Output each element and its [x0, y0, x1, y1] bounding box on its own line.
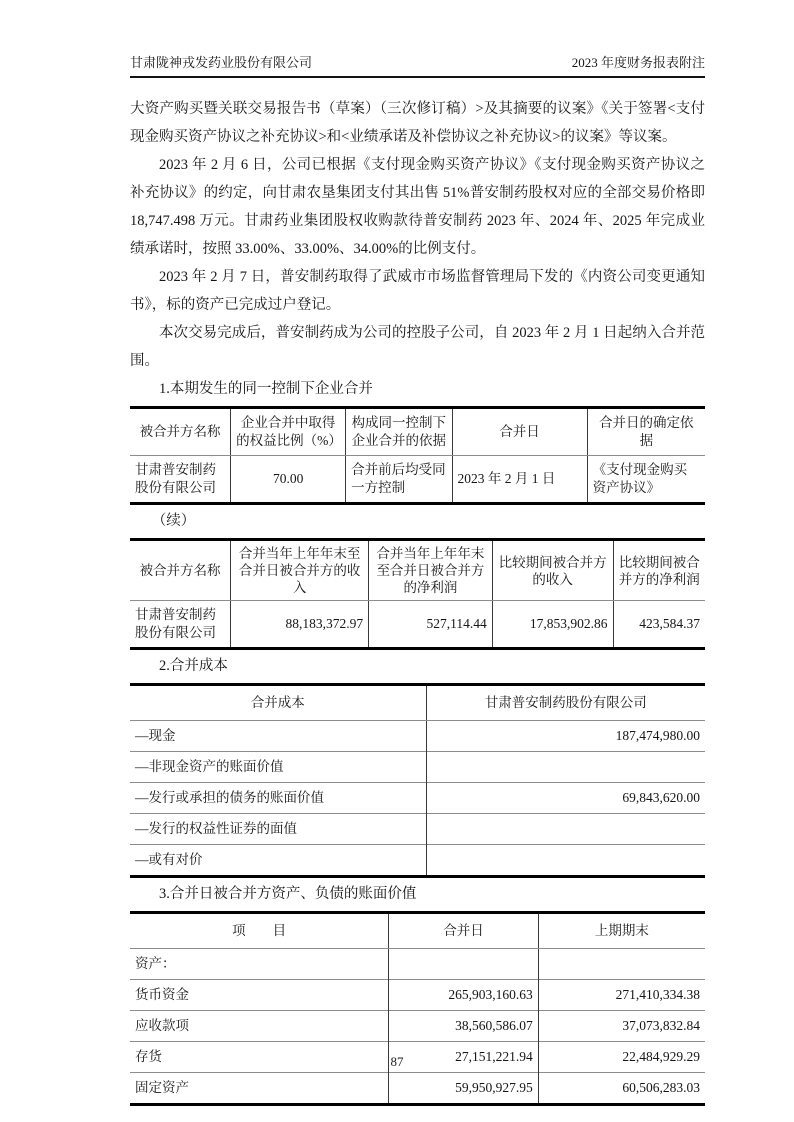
table-header-cell: 合并日: [389, 913, 539, 949]
assets-liabilities-book-value-table: [130, 911, 705, 1106]
section-2-heading: 2.合并成本: [159, 658, 228, 674]
paragraph-consolidation: 本次交易完成后，普安制药成为公司的控股子公司，自 2023 年 2 月 1 日起纳入合并范围。: [130, 325, 705, 369]
table-header-cell: 上期期末: [538, 913, 705, 949]
table-cell: 货币资金: [130, 980, 389, 1011]
table-header-cell: 合并当年上年年末至合并日被合并方的净利润: [369, 540, 493, 601]
table-cell: 271,410,334.38: [538, 980, 705, 1011]
table-header-cell: 构成同一控制下企业合并的依据: [346, 408, 452, 456]
table-row: [130, 1073, 705, 1105]
table-continued-label: （续）: [151, 513, 196, 529]
table-header-row: [130, 408, 705, 456]
table-cell: 265,903,160.63: [389, 980, 539, 1011]
table-cell: 69,843,620.00: [426, 783, 705, 814]
table-header-cell: 甘肃普安制药股份有限公司: [426, 685, 705, 721]
table-header-row: [130, 540, 705, 601]
table-header-cell: 企业合并中取得的权益比例（%）: [231, 408, 346, 456]
table-header-row: [130, 685, 705, 721]
document-body: [130, 95, 705, 1106]
table-cell: 88,183,372.97: [231, 601, 369, 649]
paragraph-payment: 2023 年 2 月 6 日，公司已根据《支付现金购买资产协议》《支付现金购买资产协议之补充协议》的约定，向甘肃农垦集团支付其出售 51%普安制药股权对应的全部交易价格即 18,747.498 万元。甘肃药业集团股权收购款待普安制药 2023 年、2024 年、2025 年完成业绩承诺时，按照 33.00%、33.00%、34.00%的比例支付。: [130, 157, 705, 257]
table-row: [130, 949, 705, 980]
table-header-cell: 比较期间被合并方的收入: [492, 540, 613, 601]
page-footer: [0, 1054, 794, 1070]
table-cell: [426, 752, 705, 783]
table-header-cell: 合并成本: [130, 685, 426, 721]
page-number: 87: [390, 1054, 404, 1069]
table-header-cell: 合并日: [452, 408, 587, 456]
table-cell: 17,853,902.86: [492, 601, 613, 649]
table-row: [130, 783, 705, 814]
section-1-heading: 1.本期发生的同一控制下企业合并: [159, 381, 373, 397]
table-cell: 资产：: [135, 956, 176, 971]
report-title: 2023 年度财务报表附注: [571, 55, 705, 70]
table-row: [130, 814, 705, 845]
table-row: [130, 456, 705, 504]
table-header-cell: 项 目: [130, 913, 389, 949]
table-row: [130, 980, 705, 1011]
merger-cost-table: [130, 683, 705, 878]
table-cell: 合并前后均受同一方控制: [346, 456, 452, 504]
table-cell: 甘肃普安制药股份有限公司: [135, 607, 216, 640]
table-cell: 2023 年 2 月 1 日: [452, 456, 587, 504]
table-cell: —发行的权益性证券的面值: [130, 814, 426, 845]
table-cell: —发行或承担的债务的账面价值: [130, 783, 426, 814]
table-cell: —非现金资产的账面价值: [130, 752, 426, 783]
table-cell: 59,950,927.95: [389, 1073, 539, 1105]
table-row: [130, 1011, 705, 1042]
table-cell: 423,584.37: [613, 601, 705, 649]
table-cell: [389, 949, 539, 980]
table-header-cell: 比较期间被合并方的净利润: [613, 540, 705, 601]
table-row: [130, 601, 705, 649]
table-cell: 固定资产: [130, 1073, 389, 1105]
table-cell: 187,474,980.00: [426, 721, 705, 752]
table-cell: 应收款项: [130, 1011, 389, 1042]
table-cell: [538, 949, 705, 980]
page-header: [130, 54, 705, 78]
table-cell: [426, 814, 705, 845]
table-cell: 37,073,832.84: [538, 1011, 705, 1042]
table-cell: 70.00: [231, 456, 346, 504]
table-cell: 存货: [130, 1042, 389, 1073]
merger-financials-continued-table: [130, 538, 705, 650]
table-cell: 27,151,221.94: [389, 1042, 539, 1073]
paragraph-registration: 2023 年 2 月 7 日，普安制药取得了武威市市场监督管理局下发的《内资公司变更通知书》，标的资产已完成过户登记。: [130, 269, 705, 313]
table-header-cell: 被合并方名称: [130, 408, 231, 456]
table-cell: —现金: [135, 728, 176, 743]
table-cell: —或有对价: [130, 845, 426, 877]
table-cell: 38,560,586.07: [389, 1011, 539, 1042]
table-row: [130, 752, 705, 783]
table-cell: 60,506,283.03: [538, 1073, 705, 1105]
table-cell: [426, 845, 705, 877]
section-3-heading: 3.合并日被合并方资产、负债的账面价值: [159, 886, 417, 902]
table-header-cell: 合并当年上年年末至合并日被合并方的收入: [231, 540, 369, 601]
merger-under-common-control-table: [130, 406, 705, 505]
company-name: 甘肃陇神戎发药业股份有限公司: [130, 55, 313, 70]
table-row: [130, 845, 705, 877]
table-cell: 《支付现金购买资产协议》: [587, 456, 705, 504]
table-cell: 22,484,929.29: [538, 1042, 705, 1073]
table-cell: 527,114.44: [369, 601, 493, 649]
table-header-cell: 合并日的确定依据: [587, 408, 705, 456]
table-row: [130, 721, 705, 752]
table-header-cell: 被合并方名称: [130, 540, 231, 601]
table-header-row: [130, 913, 705, 949]
paragraph-continuation: 大资产购买暨关联交易报告书（草案）（三次修订稿）>及其摘要的议案》《关于签署<支付现金购买资产协议之补充协议>和<业绩承诺及补偿协议之补充协议>的议案》等议案。: [130, 101, 705, 145]
table-cell: 甘肃普安制药股份有限公司: [135, 462, 216, 495]
